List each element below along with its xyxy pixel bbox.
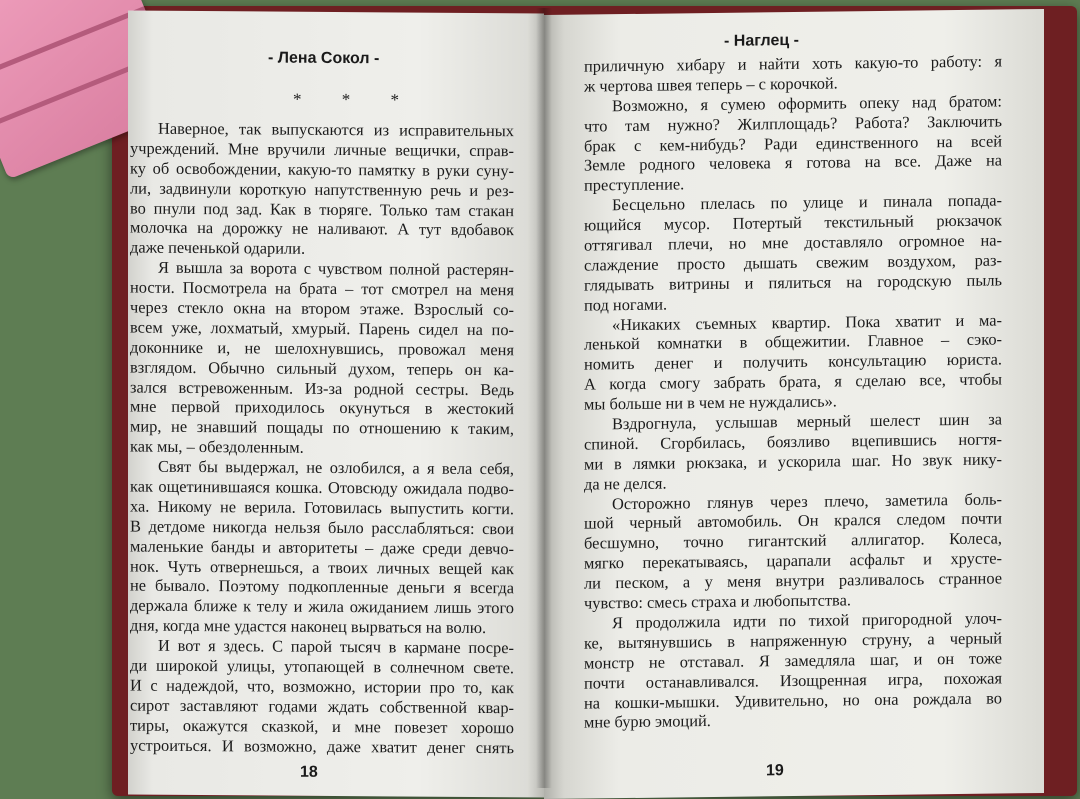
text-line: тиры, окажутся сказкой, и мне повезет хорошо [130,715,514,737]
text-line: спиной. Сгорбилась, боязливо вцепившись ногтя- [584,429,1002,454]
text-line: да не делся. [584,473,667,494]
text-line: Я продолжила идти по тихой пригородной улоч- [612,608,1002,633]
text-line: Возможно, я сумею оформить опеку над братом: [612,91,1002,116]
page-number-left: 18 [300,763,318,781]
text-line: держала ближе к телу и жила ожиданием лишь этого [130,595,514,618]
text-line: «Никаких съемных квартир. Пока хватит и ма- [612,310,1002,334]
text-line: глядывать витрины и пялиться на городскую пыль [584,270,1002,295]
right-page [544,9,1044,799]
text-line: мне бурю эмоций. [584,711,711,732]
running-head-author: - Лена Сокол - [268,49,380,68]
text-line: Свят бы выдержал, не озлобился, а я вела себя, [158,456,514,479]
text-line: как ощетинившаяся кошка. Отовсюду ожидала подво- [130,476,514,499]
text-line: слаждение просто дышать свежим воздухом, раз- [584,250,1002,275]
text-line: А когда смогу забрать брата, я сделаю все, чтобы [584,369,1002,394]
text-line: ж чертова швея теперь – с корочкой. [584,73,838,96]
text-line: ди широкой улицы, утопающей в солнечном свете. [130,655,514,678]
text-line: приличную хибару и найти хоть какую-то работу: я [584,51,1002,76]
page-number-right: 19 [766,762,784,780]
section-ornament: * * * [293,89,417,110]
text-line: ности. Посмотрела на брата – тот смотрел на меня [130,277,514,300]
text-line: почти останавливался. Изощренная игра, похожая [584,668,1002,693]
text-line: оттягивал плечи, но мне доставляло огромное на- [584,230,1002,255]
text-line: ку об освобождении, какую-то памятку в руки суну- [130,158,514,181]
text-line: ха. Никому не верила. Готовилась выпустить когти. [130,496,514,519]
text-line: преступление. [584,174,685,195]
text-line: ющийся мусор. Потертый текстильный рюкзачок [584,210,1002,235]
text-line: Бесцельно плелась по улице и пинала попада- [612,190,1002,215]
text-line: даже печенькой одарили. [130,237,306,259]
text-line: мы больше ни в чем не нуждались». [584,391,837,414]
text-line: И вот я здесь. С парой тысяч в кармане посре- [158,635,514,658]
text-line: дня, когда мне удастся наконец вырваться на волю. [130,615,487,638]
text-line: не бывало. Поэтому подкопленные деньги я всегда [130,576,514,598]
text-line: монстр не отставал. Я замедляла шаг, и он тоже [584,648,1002,673]
text-line: И с надеждой, что, возможно, истории про то, как [130,675,514,698]
text-line: Я вышла за ворота с чувством полной растерян- [158,257,514,280]
text-line: Осторожно глянув через плечо, заметила боль- [612,489,1002,513]
text-line: молочка на дорожку не наливают. А тут вдобавок [130,218,514,240]
text-line: мягко перекатываясь, царапали асфальт и хрусте- [584,548,1002,573]
text-line: зался встревоженным. Из-за родной сестры. Ведь [130,377,514,399]
text-line: ке, вытянувшись в напряженную струну, а черный [584,628,1002,653]
text-line: ли песком, а у меня внутри разливалось странное [584,568,1002,593]
text-line: Вздрогнула, услышав мерный шелест шин за [612,409,1002,434]
text-line: брак с кем-нибудь? Ради единственного на всей [584,131,1002,156]
text-line: учреждений. Мне вручили личные вещички, справ- [130,138,514,161]
text-line: Земле родного человека я готова на все. Даже на [584,150,1002,176]
text-line: ленькой комнатки в общежитии. Главное – сэко- [584,329,1002,355]
text-line: доконнике и, не шелохнувшись, провожал меня [130,337,514,360]
text-line: взглядом. Обычно сильный духом, теперь он ка- [130,357,514,379]
text-line: Наверное, так выпускаются из исправительных [158,118,514,141]
text-line: под ногами. [584,294,668,315]
text-line: на кошки-мышки. Удивительно, но она рождала во [584,687,1002,713]
text-line: как мы, – обездоленным. [130,436,304,458]
text-line: чувство: смесь страха и любопытства. [584,590,851,613]
text-line: мир, не знавший пощады по отношению к таким, [130,416,514,439]
text-line: во пнули под зад. Как в тюряге. Только там стакан [130,198,514,220]
text-line: ли, задвинули короткую напутственную речь и рез- [130,178,514,200]
text-line: всем уже, лохматый, хмурый. Парень сидел на по- [130,317,514,340]
book-gutter [536,8,552,788]
text-line: устроиться. И возможно, даже хватит денег снять [130,735,514,757]
text-line: нок. Чуть отвернешься, а твоих личных вещей как [130,556,514,578]
text-line: маленькие банды и авторитеты – даже среди девчо- [130,536,514,558]
left-page [128,11,544,798]
text-line: через стекло окна на втором этаже. Взрослый со- [130,297,514,320]
text-line: сирот заставляют годами ждать собственной квар- [130,695,514,718]
text-line: ми в лямки рюкзака, и ускорила шаг. Но звук нику- [584,449,1002,474]
right-page-body [584,51,1002,732]
text-line: В детдоме никогда нельзя было расслабляться: свои [130,516,514,539]
text-line: номить денег и получить консультацию юриста. [584,349,1002,374]
text-line: мне первой приходилось окунуться в жестокий [130,397,514,419]
text-line: бесшумно, точно гигантский аллигатор. Колеса, [584,528,1002,553]
text-line: шой черный автомобиль. Он крался следом почти [584,508,1002,534]
left-page-body [130,119,514,758]
text-line: что там нужно? Жилплощадь? Работа? Заключить [584,111,1002,136]
running-head-title: - Наглец - [724,31,799,50]
